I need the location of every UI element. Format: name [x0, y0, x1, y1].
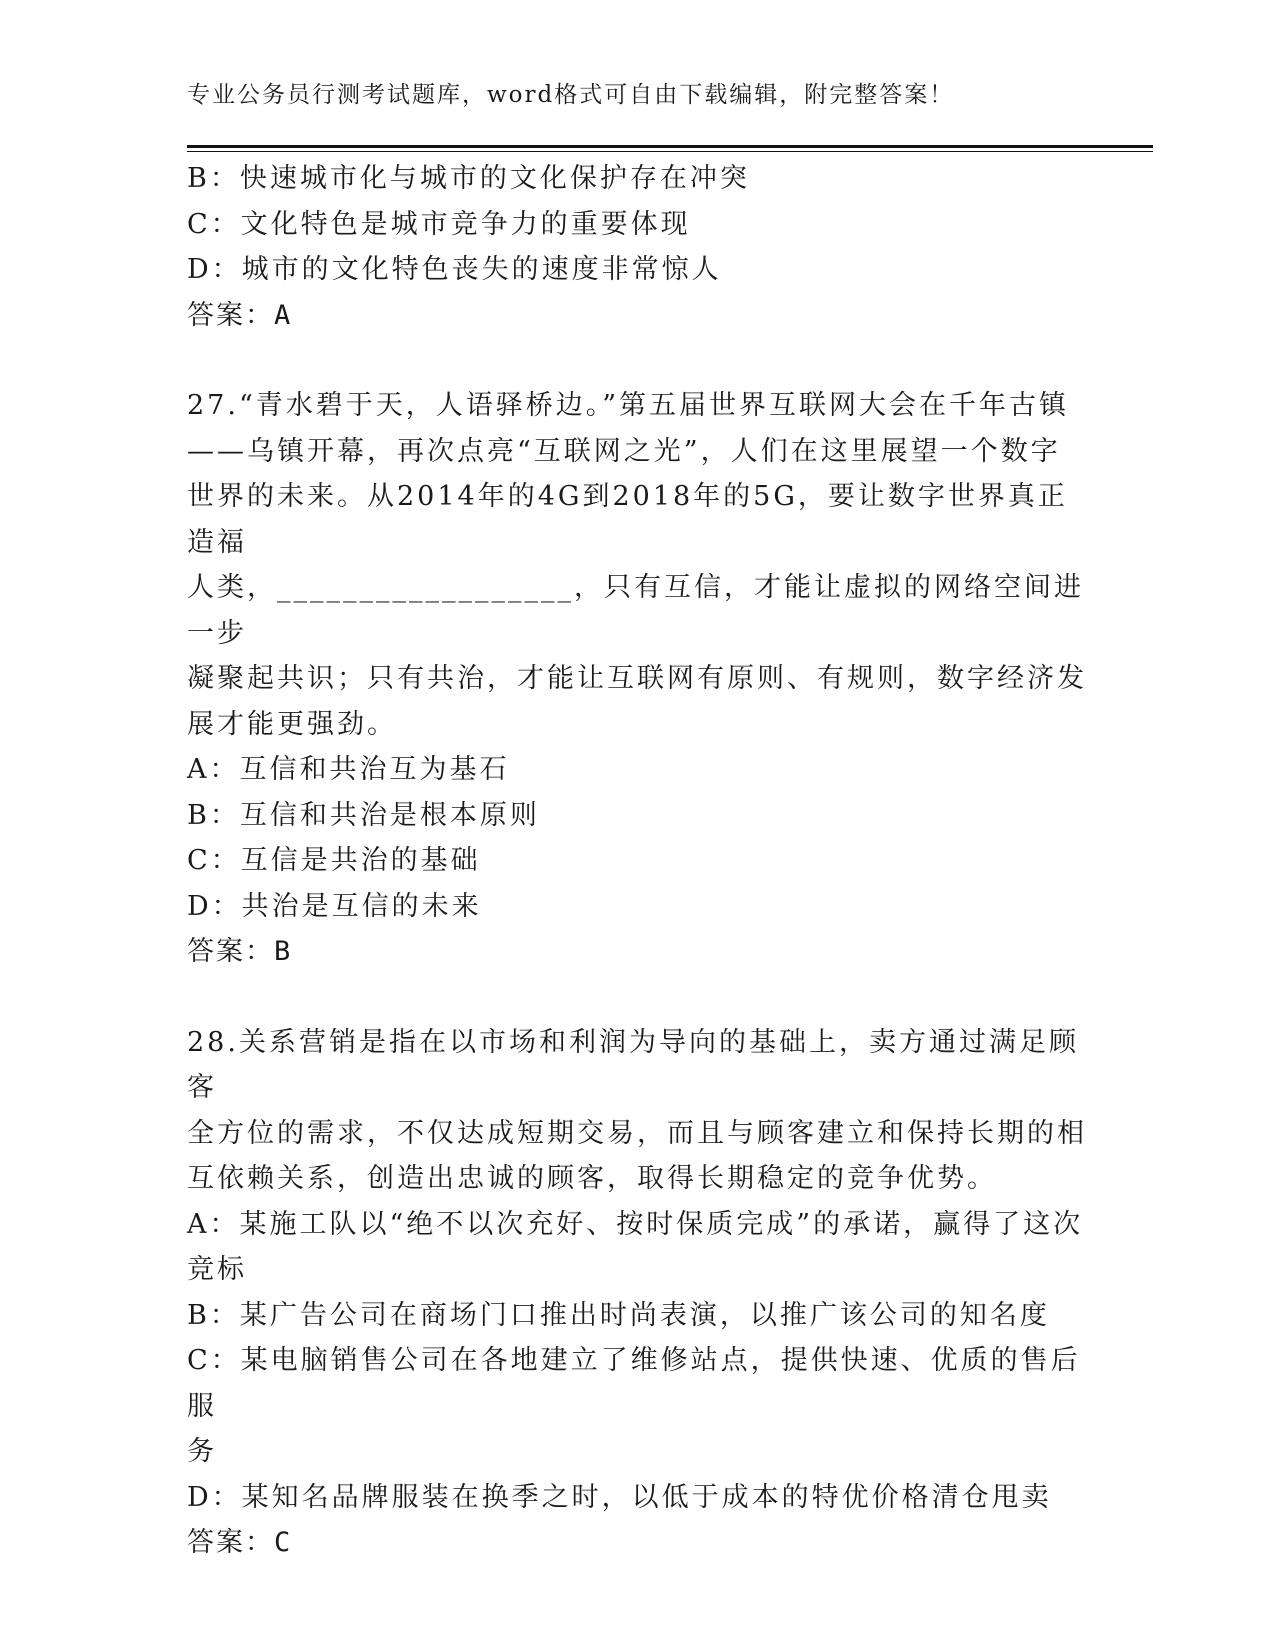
question-26 [187, 156, 1087, 338]
question-stem-line: 展才能更强劲。 [187, 708, 397, 740]
option-a-continued: 竞标 [187, 1254, 247, 1285]
option-d: D：共治是互信的未来 [187, 890, 482, 922]
answer-label: 答案： [187, 1527, 274, 1558]
question-stem-line: 全方位的需求，不仅达成短期交易，而且与顾客建立和保持长期的相 [187, 1117, 1087, 1149]
option-c: C：某电脑销售公司在各地建立了维修站点，提供快速、优质的售后服 [187, 1345, 1081, 1422]
option-c-continued: 务 [187, 1436, 217, 1467]
answer [187, 293, 1087, 339]
answer [187, 929, 1087, 975]
option-d: D：城市的文化特色丧失的速度非常惊人 [187, 254, 722, 285]
answer [187, 1520, 1087, 1566]
question-stem-line: 人类，__________________，只有互信，才能让虚拟的网络空间进一步 [187, 572, 1084, 649]
header-rule-thick [187, 145, 1153, 148]
header-rule-thin [187, 151, 1153, 152]
answer-value: A [274, 299, 293, 331]
option-c: C：互信是共治的基础 [187, 845, 481, 876]
question-stem-line: 世界的未来。从2014年的4G到2018年的5G，要让数字世界真正造福 [187, 481, 1068, 558]
answer-label: 答案： [187, 299, 274, 331]
option-a: A：某施工队以“绝不以次充好、按时保质完成”的承诺，赢得了这次 [187, 1208, 1084, 1240]
option-b: B：某广告公司在商场门口推出时尚表演，以推广该公司的知名度 [187, 1299, 1050, 1331]
option-a: A：互信和共治互为基石 [187, 754, 510, 785]
answer-label: 答案： [187, 936, 274, 967]
option-c: C：文化特色是城市竞争力的重要体现 [187, 208, 691, 240]
question-27 [187, 383, 1087, 975]
option-d: D：某知名品牌服装在换季之时，以低于成本的特优价格清仓甩卖 [187, 1481, 1052, 1513]
question-stem-line: 凝聚起共识；只有共治，才能让互联网有原则、有规则，数字经济发 [187, 663, 1087, 694]
question-stem-line: ——乌镇开幕，再次点亮“互联网之光”，人们在这里展望一个数字 [187, 435, 1061, 467]
option-b: B：互信和共治是根本原则 [187, 799, 540, 831]
question-28 [187, 1020, 1087, 1566]
question-stem-line: 28.关系营销是指在以市场和利润为导向的基础上，卖方通过满足顾客 [187, 1026, 1079, 1103]
question-stem-line: 27.“青水碧于天，人语驿桥边。”第五届世界互联网大会在千年古镇 [187, 390, 1070, 421]
question-stem-line: 互依赖关系，创造出忠诚的顾客，取得长期稳定的竞争优势。 [187, 1163, 997, 1194]
answer-value: B [274, 936, 293, 967]
question-content [187, 156, 1087, 1566]
answer-value: C [274, 1527, 293, 1558]
option-b: B：快速城市化与城市的文化保护存在冲突 [187, 163, 750, 194]
page-header: 专业公务员行测考试题库，word格式可自由下载编辑，附完整答案！ [187, 82, 955, 108]
